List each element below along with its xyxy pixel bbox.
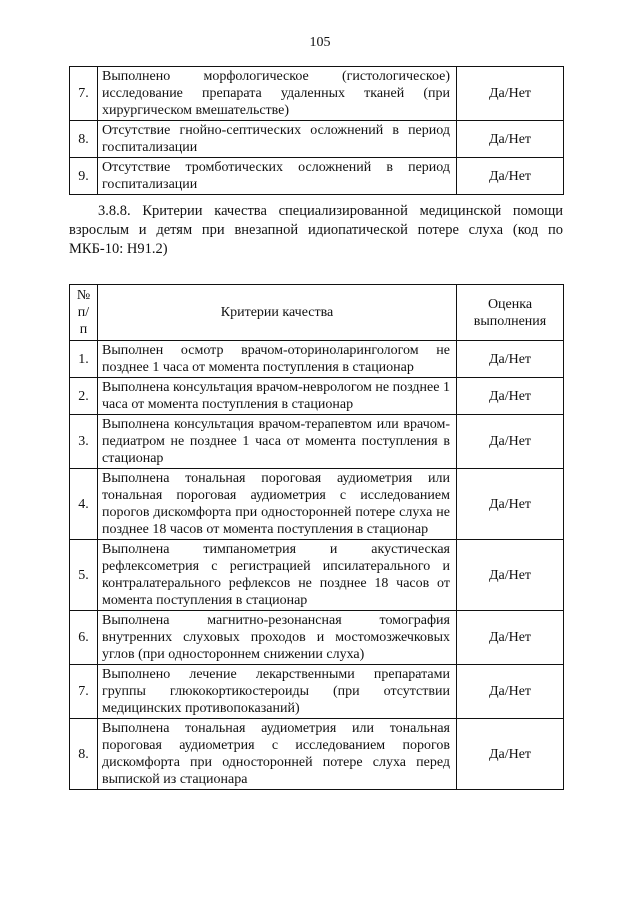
section-heading: 3.8.8. Критерии качества специализированной медицинской помощи взрослым и детям при внезапной идиопатической потере слуха (код по МКБ-10: H91.2) [69,203,563,257]
continued-criteria-table [69,66,564,195]
row-number: 4. [70,469,98,540]
row-number: 3. [70,415,98,469]
header-number: № п/п [70,285,98,341]
criterion-text: Выполнена тимпанометрия и акустическая рефлексометрия с регистрацией ипсилатерального и контралатерального рефлексов не позднее 18 часов от момента поступления в стационар [98,540,457,611]
row-number: 5. [70,540,98,611]
table-row [70,665,564,719]
evaluation-value: Да/Нет [457,540,564,611]
criterion-text: Выполнена тональная пороговая аудиометрия или тональная пороговая аудиометрия с исследованием порогов дискомфорта при односторонней потере слуха не позднее 18 часов от момента поступления в стационар [98,469,457,540]
criterion-text: Выполнена тональная аудиометрия или тональная пороговая аудиометрия с исследованием порогов дискомфорта при односторонней потере слуха перед выпиской из стационара [98,719,457,790]
row-number: 9. [70,158,98,195]
table-row [70,415,564,469]
row-number: 2. [70,378,98,415]
evaluation-value: Да/Нет [457,121,564,158]
table-header-row [70,285,564,341]
row-number: 6. [70,611,98,665]
evaluation-value: Да/Нет [457,67,564,121]
table-row [70,540,564,611]
criterion-text: Отсутствие гнойно-септических осложнений в период госпитализации [98,121,457,158]
table-row [70,469,564,540]
table-row [70,719,564,790]
evaluation-value: Да/Нет [457,158,564,195]
evaluation-value: Да/Нет [457,341,564,378]
table-row [70,121,564,158]
table-row [70,611,564,665]
table-row [70,378,564,415]
evaluation-value: Да/Нет [457,719,564,790]
table-row [70,341,564,378]
evaluation-value: Да/Нет [457,665,564,719]
criterion-text: Выполнена магнитно-резонансная томография внутренних слуховых проходов и мостомозжечковых углов (при одностороннем снижении слуха) [98,611,457,665]
row-number: 7. [70,67,98,121]
criterion-text: Выполнен осмотр врачом-оториноларингологом не позднее 1 часа от момента поступления в стационар [98,341,457,378]
row-number: 1. [70,341,98,378]
row-number: 7. [70,665,98,719]
quality-criteria-table [69,284,564,790]
criterion-text: Выполнено морфологическое (гистологическое) исследование препарата удаленных тканей (при хирургическом вмешательстве) [98,67,457,121]
table-row [70,67,564,121]
table-row [70,158,564,195]
evaluation-value: Да/Нет [457,415,564,469]
header-evaluation: Оценка выполнения [457,285,564,341]
criterion-text: Выполнена консультация врачом-терапевтом или врачом-педиатром не позднее 1 часа от момента поступления в стационар [98,415,457,469]
evaluation-value: Да/Нет [457,378,564,415]
header-criterion: Критерии качества [98,285,457,341]
criterion-text: Выполнена консультация врачом-неврологом не позднее 1 часа от момента поступления в стационар [98,378,457,415]
criterion-text: Отсутствие тромботических осложнений в период госпитализации [98,158,457,195]
evaluation-value: Да/Нет [457,611,564,665]
row-number: 8. [70,121,98,158]
page-number: 105 [309,35,331,50]
criterion-text: Выполнено лечение лекарственными препаратами группы глюкокортикостероиды (при отсутствии медицинских противопоказаний) [98,665,457,719]
evaluation-value: Да/Нет [457,469,564,540]
row-number: 8. [70,719,98,790]
